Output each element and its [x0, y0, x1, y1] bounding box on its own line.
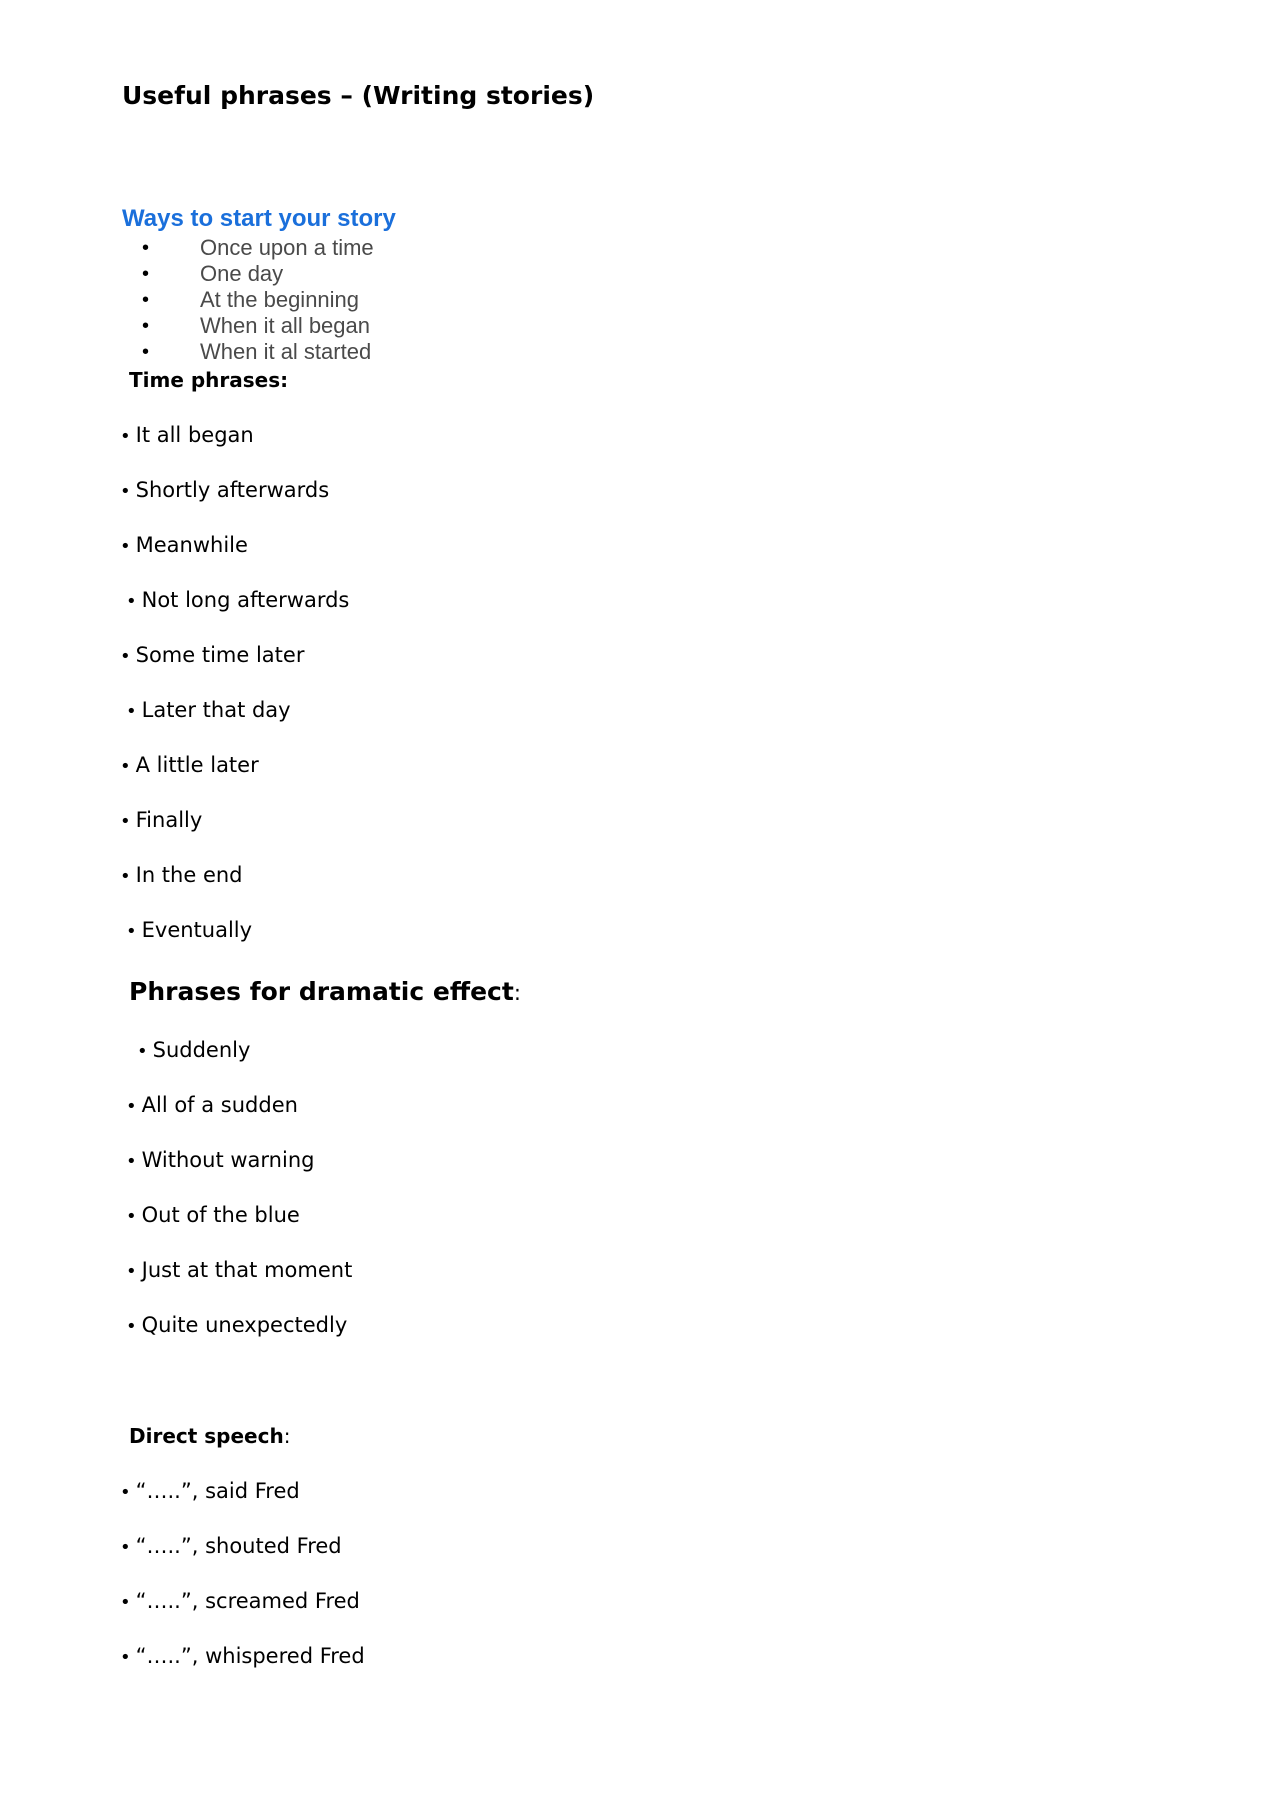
- bullet-icon: •: [126, 1151, 137, 1172]
- bullet-icon: •: [120, 426, 131, 447]
- list-item-text: Once upon a time: [200, 235, 374, 260]
- list-item-text: Without warning: [141, 1148, 315, 1172]
- list-item-text: One day: [200, 261, 284, 286]
- bullet-icon: •: [126, 1316, 137, 1337]
- document-title: Useful phrases – (Writing stories): [122, 81, 595, 110]
- heading-colon: :: [513, 981, 521, 1005]
- bullet-icon: •: [120, 866, 131, 887]
- list-item-text: All of a sudden: [141, 1093, 298, 1117]
- list-item: [120, 531, 248, 561]
- bullet-icon: •: [142, 315, 150, 337]
- list-item-text: “…..”, said Fred: [135, 1479, 300, 1503]
- time-phrases-heading: [129, 366, 288, 394]
- list-item-text: Out of the blue: [141, 1203, 300, 1227]
- list-item: [126, 1091, 298, 1121]
- list-item: [120, 751, 259, 781]
- start-story-heading: Ways to start your story: [122, 205, 396, 232]
- heading-colon: :: [283, 1424, 291, 1448]
- list-item: [126, 696, 291, 726]
- bullet-icon: •: [126, 1206, 137, 1227]
- list-item: [126, 916, 252, 946]
- list-item-text: Meanwhile: [135, 533, 248, 557]
- list-item: [120, 861, 243, 891]
- list-item-text: “…..”, shouted Fred: [135, 1534, 342, 1558]
- list-item-text: It all began: [135, 423, 254, 447]
- list-item-text: “…..”, whispered Fred: [135, 1644, 365, 1668]
- bullet-icon: •: [120, 756, 131, 777]
- bullet-icon: •: [120, 811, 131, 832]
- bullet-icon: •: [137, 1041, 148, 1062]
- list-item-text: Not long afterwards: [141, 588, 350, 612]
- bullet-icon: •: [120, 1592, 131, 1613]
- dramatic-effect-heading: [129, 974, 521, 1011]
- bullet-icon: •: [120, 646, 131, 667]
- bullet-icon: •: [126, 1261, 137, 1282]
- list-item: [120, 1477, 300, 1507]
- list-item: [126, 586, 349, 616]
- bullet-icon: •: [120, 1482, 131, 1503]
- bullet-icon: •: [142, 289, 150, 311]
- list-item: [120, 806, 202, 836]
- heading-colon: :: [280, 368, 289, 392]
- bullet-icon: •: [126, 591, 137, 612]
- bullet-icon: •: [120, 1647, 131, 1668]
- heading-text: Time phrases: [129, 368, 281, 392]
- list-item: [126, 1201, 300, 1231]
- list-item: [120, 1642, 365, 1672]
- heading-text: Direct speech: [129, 1424, 284, 1448]
- bullet-icon: •: [142, 263, 150, 285]
- list-item: [120, 476, 329, 506]
- list-item: [120, 1532, 342, 1562]
- list-item-text: Suddenly: [152, 1038, 251, 1062]
- list-item: [126, 1311, 347, 1341]
- list-item: [120, 1587, 360, 1617]
- list-item-text: When it al started: [200, 339, 372, 364]
- list-item: [120, 421, 254, 451]
- list-item: [120, 641, 304, 671]
- list-item-text: In the end: [135, 863, 243, 887]
- list-item-text: A little later: [135, 753, 259, 777]
- list-item-text: When it all began: [200, 313, 370, 338]
- list-item-text: Quite unexpectedly: [141, 1313, 348, 1337]
- list-item-text: Just at that moment: [141, 1258, 353, 1282]
- list-item-text: Later that day: [141, 698, 291, 722]
- list-item: [126, 1146, 314, 1176]
- bullet-icon: •: [120, 1537, 131, 1558]
- list-item-text: At the beginning: [200, 287, 360, 312]
- list-item: [137, 1036, 250, 1066]
- bullet-icon: •: [126, 921, 137, 942]
- bullet-icon: •: [120, 536, 131, 557]
- list-item-text: Eventually: [141, 918, 253, 942]
- heading-text: Phrases for dramatic effect: [129, 977, 514, 1006]
- direct-speech-heading: [129, 1422, 290, 1450]
- bullet-icon: •: [126, 1096, 137, 1117]
- list-item-text: Finally: [135, 808, 203, 832]
- bullet-icon: •: [142, 237, 150, 259]
- bullet-icon: •: [120, 481, 131, 502]
- bullet-icon: •: [126, 701, 137, 722]
- list-item: [126, 1256, 352, 1286]
- list-item-text: “…..”, screamed Fred: [135, 1589, 360, 1613]
- bullet-icon: •: [142, 341, 150, 363]
- list-item-text: Some time later: [135, 643, 305, 667]
- list-item-text: Shortly afterwards: [135, 478, 330, 502]
